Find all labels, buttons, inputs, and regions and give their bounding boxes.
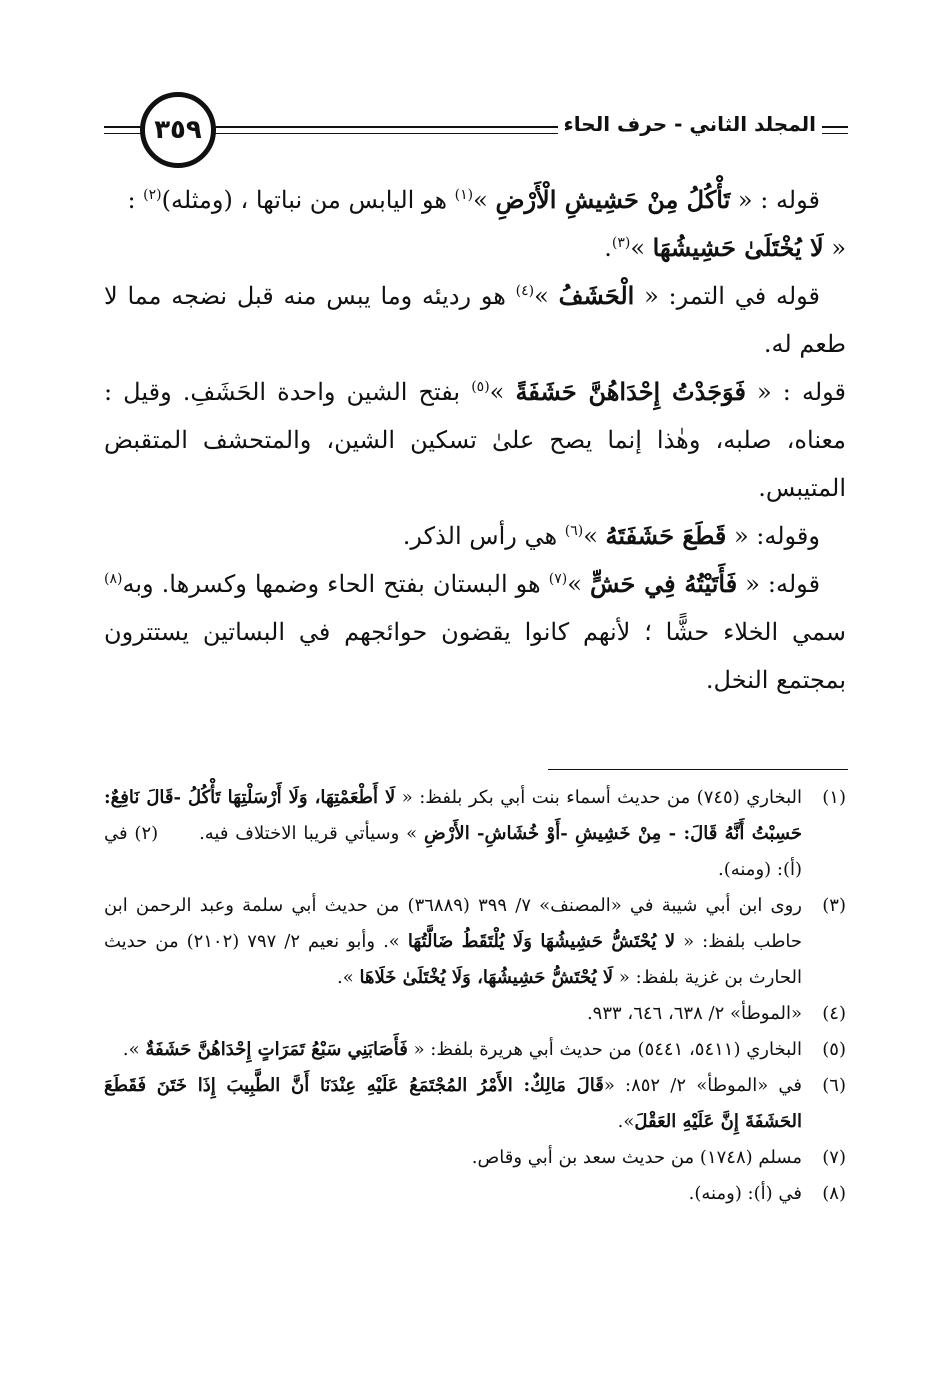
footnote-ref: (٦) bbox=[564, 523, 584, 539]
text: هو رديئه وما يبس منه قبل نضجه مما لا طعم له. bbox=[104, 282, 846, 358]
text: هو اليابس من نباتها ، (ومثله) bbox=[161, 186, 455, 214]
paragraph-3 bbox=[104, 368, 846, 512]
text: قوله : « bbox=[745, 378, 847, 406]
footnote-3 bbox=[104, 888, 846, 996]
quoted-hadith: تَأْكُلُ مِنْ حَشِيشِ الْأَرْضِ bbox=[495, 185, 731, 214]
paragraph-1 bbox=[104, 176, 846, 224]
text: ». bbox=[337, 967, 360, 988]
text: . bbox=[604, 234, 612, 262]
paragraph-5 bbox=[104, 560, 846, 704]
text: هي رأس الذكر. bbox=[402, 522, 565, 550]
text: ». bbox=[617, 1111, 635, 1132]
footnote-number: (٧) bbox=[822, 1147, 846, 1168]
footnote-ref: (٥) bbox=[471, 379, 490, 395]
quoted-hadith: فَوَجَدْتُ إِحْدَاهُنَّ حَشَفَةً bbox=[515, 377, 746, 406]
footnote-number: (٨) bbox=[822, 1183, 846, 1204]
text: ». وأبو نعيم ٢/ ٧٩٧ (٢١٠٢) من حديث الحارث بن غزية بلفظ: « bbox=[104, 931, 802, 988]
text: » bbox=[583, 522, 606, 550]
quoted-hadith: لَا أَطْعَمْتِهَا، وَلَا أَرْسَلْتِهَا تَأْكُلُ -قَالَ نَافِعٌ: حَسِبْتُ أَنَّهُ قَالَ: - مِنْ خَشِيشِ -أَوْ خُشَاشِ- الأَرْضِ bbox=[104, 787, 802, 844]
footnote-number: (٣) bbox=[822, 895, 846, 916]
quoted-hadith: فَأَصَابَنِي سَبْعُ تَمَرَاتٍ إِحْدَاهُنَّ حَشَفَةٌ bbox=[145, 1039, 408, 1060]
text: » bbox=[534, 282, 559, 310]
quoted-hadith: الْحَشَفُ bbox=[558, 281, 635, 310]
footnote-4 bbox=[104, 996, 846, 1032]
paragraph-1-cont bbox=[104, 224, 846, 272]
quoted-hadith: قَالَ مَالِكٌ: الأَمْرُ المُجْتَمَعُ عَلَيْهِ عِنْدَنَا أَنَّ الطَّبِيبَ إِذَا خَتَنَ فَقَطَعَ الحَشَفَةَ إِنَّ عَلَيْهِ العَقْلَ bbox=[104, 1075, 802, 1132]
footnote-ref: (٨) bbox=[104, 571, 123, 587]
footnote-number: (٦) bbox=[822, 1075, 846, 1096]
paragraph-2 bbox=[104, 272, 846, 368]
text: قوله في التمر: « bbox=[634, 282, 821, 310]
text: » bbox=[630, 234, 653, 262]
text: البخاري (٥٤١١، ٥٤٤١) من حديث أبي هريرة بلفظ: « bbox=[407, 1039, 802, 1060]
text: » bbox=[473, 186, 496, 214]
text: » bbox=[567, 570, 590, 598]
page-number: ٣٥٩ bbox=[154, 115, 202, 145]
footnotes bbox=[104, 780, 846, 1212]
footnote-ref: (٤) bbox=[515, 283, 535, 299]
page-number-badge bbox=[140, 92, 216, 168]
text: «الموطأ» ٢/ ٦٣٨، ٦٤٦، ٩٣٣. bbox=[586, 1003, 802, 1024]
running-header: المجلد الثاني - حرف الحاء bbox=[558, 112, 822, 136]
footnote-ref: (٢) bbox=[143, 187, 162, 203]
footnote-7 bbox=[104, 1140, 846, 1176]
footnote-1 bbox=[104, 780, 846, 888]
text: قوله : « bbox=[730, 186, 820, 214]
text: مسلم (١٧٤٨) من حديث سعد بن أبي وقاص. bbox=[471, 1147, 802, 1168]
text: في «الموطأ» ٢/ ٨٥٢: « bbox=[603, 1075, 803, 1096]
footnote-number: (٥) bbox=[822, 1039, 846, 1060]
quoted-hadith: لا يُحْتَشُّ حَشِيشُهَا وَلَا يُلْتَقَطُ ضَالَّتُهَا bbox=[407, 931, 676, 952]
footnote-divider bbox=[548, 769, 848, 770]
footnote-5 bbox=[104, 1032, 846, 1068]
text: : bbox=[127, 186, 144, 214]
text: سمي الخلاء حشًّا ؛ لأنهم كانوا يقضون حوائجهم في البساتين يستترون بمجتمع النخل. bbox=[104, 618, 846, 694]
footnote-number: (٤) bbox=[822, 1003, 846, 1024]
text: » وسيأتي قريبا الاختلاف فيه. bbox=[199, 823, 424, 844]
text: هو البستان بفتح الحاء وضمها وكسرها. وبه bbox=[122, 570, 549, 598]
footnote-ref: (٣) bbox=[611, 235, 631, 251]
text: في (أ): (ومنه). bbox=[688, 1183, 802, 1204]
text: بفتح الشين واحدة الحَشَفِ. وقيل : معناه، صلبه، وهٰذا إنما يصح علىٰ تسكين الشين، والمتحشف المتقبض المتيبس. bbox=[104, 378, 846, 502]
quoted-hadith: لَا يُحْتَشُّ حَشِيشُهَا، وَلَا يُخْتَلَىٰ خَلَاهَا bbox=[359, 967, 614, 988]
text: « bbox=[823, 234, 846, 262]
text: ». bbox=[122, 1039, 146, 1060]
text: » bbox=[489, 378, 516, 406]
quoted-hadith: لَا يُخْتَلَىٰ حَشِيشُهَا bbox=[652, 233, 824, 262]
footnote-number: (١) bbox=[822, 787, 846, 808]
paragraph-4 bbox=[104, 512, 846, 560]
text: البخاري (٧٤٥) من حديث أسماء بنت أبي بكر بلفظ: « bbox=[395, 787, 802, 808]
text: روى ابن أبي شيبة في «المصنف» ٧/ ٣٩٩ (٣٦٨٨٩) من حديث أبي سلمة وعبد الرحمن ابن حاطب بلفظ: « bbox=[104, 895, 803, 952]
footnote-8 bbox=[104, 1176, 846, 1212]
footnote-2: (٢) في (أ): (ومنه). bbox=[104, 823, 802, 880]
main-text bbox=[104, 176, 846, 704]
quoted-hadith: فَأَتَيْتُهُ فِي حَشٍّ bbox=[589, 569, 738, 598]
footnote-ref: (١) bbox=[454, 187, 474, 203]
footnote-ref: (٧) bbox=[548, 571, 568, 587]
text: قوله: « bbox=[737, 570, 821, 598]
footnote-6 bbox=[104, 1068, 846, 1140]
quoted-hadith: قَطَعَ حَشَفَتَهُ bbox=[605, 521, 727, 550]
text: وقوله: « bbox=[726, 522, 820, 550]
